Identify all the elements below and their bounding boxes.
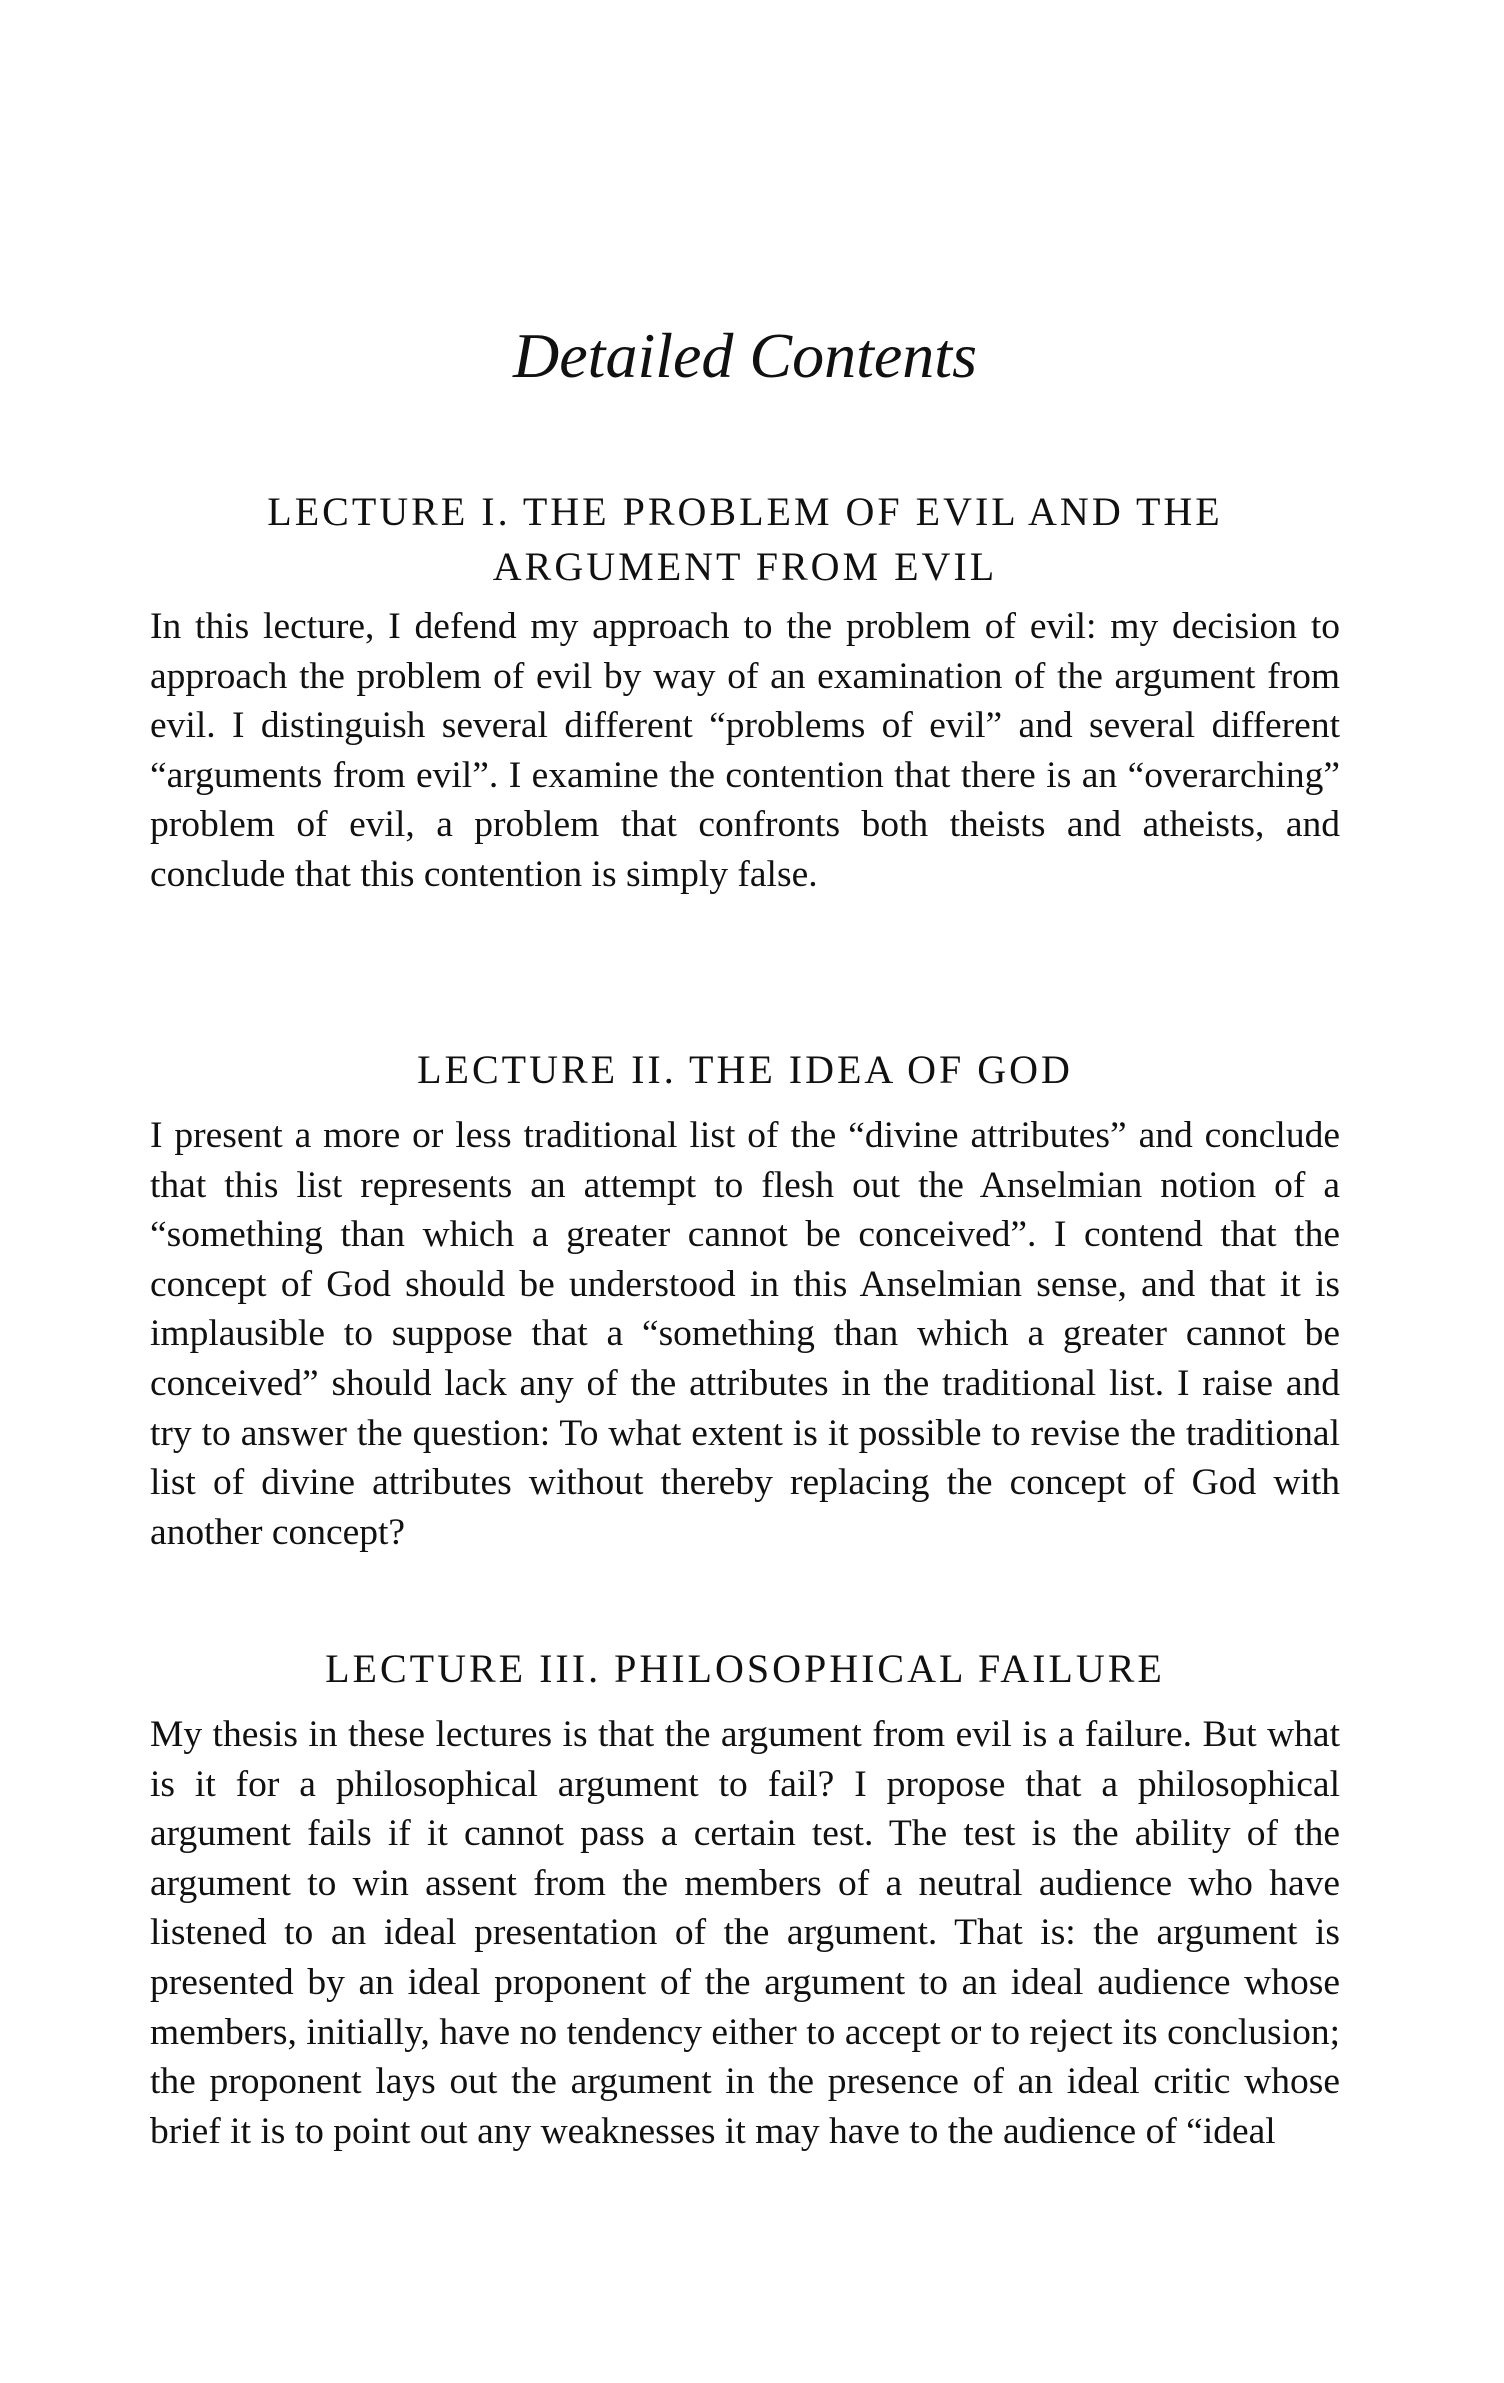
lecture-heading-line: LECTURE II. THE IDEA OF GOD — [417, 1047, 1073, 1092]
lecture-section-2 — [150, 1042, 1340, 1557]
lecture-heading-line: LECTURE III. PHILOSOPHICAL FAILURE — [325, 1646, 1165, 1691]
lecture-summary: My thesis in these lectures is that the argument from evil is a failure. But what is it for a philosophical argument to fail? I propose that a philosophical argument fails if it cannot pass a certain test. The test is the ability of the argument to win assent from the members of a neutral audience who have listened to an ideal presentation of the argument. That is: the argument is presented by an ideal proponent of the argument to an ideal audience whose members, initially, have no tendency either to accept or to reject its conclusion; the proponent lays out the argument in the presence of an ideal critic whose brief it is to point out any weaknesses it may have to the audience of “ideal — [150, 1714, 1340, 2152]
lecture-heading — [150, 1042, 1340, 1097]
lecture-heading-line: LECTURE I. THE PROBLEM OF EVIL AND THE — [267, 489, 1223, 534]
lecture-section-3 — [150, 1641, 1340, 2156]
lecture-heading-line: ARGUMENT FROM EVIL — [492, 544, 998, 589]
lecture-heading — [150, 1641, 1340, 1696]
lecture-heading — [150, 484, 1340, 594]
lecture-summary: I present a more or less traditional list of the “divine attributes” and conclude that this list represents an attempt to flesh out the Anselmian notion of a “something than which a greater cannot be conceived”. I contend that the concept of God should be understood in this Anselmian sense, and that it is implausible to suppose that a “something than which a greater cannot be conceived” should lack any of the attributes in the traditional list. I raise and try to answer the question: To what extent is it possible to revise the traditional list of divine attributes without thereby replacing the concept of God with another concept? — [150, 1115, 1340, 1553]
page-title: Detailed Contents — [513, 320, 977, 391]
lecture-summary: In this lecture, I defend my approach to the problem of evil: my decision to approach the problem of evil by way of an examination of the argument from evil. I distinguish several different “problems of evil” and several different “arguments from evil”. I examine the contention that there is an “overarching” problem of evil, a problem that confronts both theists and atheists, and conclude that this contention is simply false. — [150, 606, 1340, 895]
book-page — [150, 0, 1340, 2383]
lecture-section-1 — [150, 484, 1340, 900]
